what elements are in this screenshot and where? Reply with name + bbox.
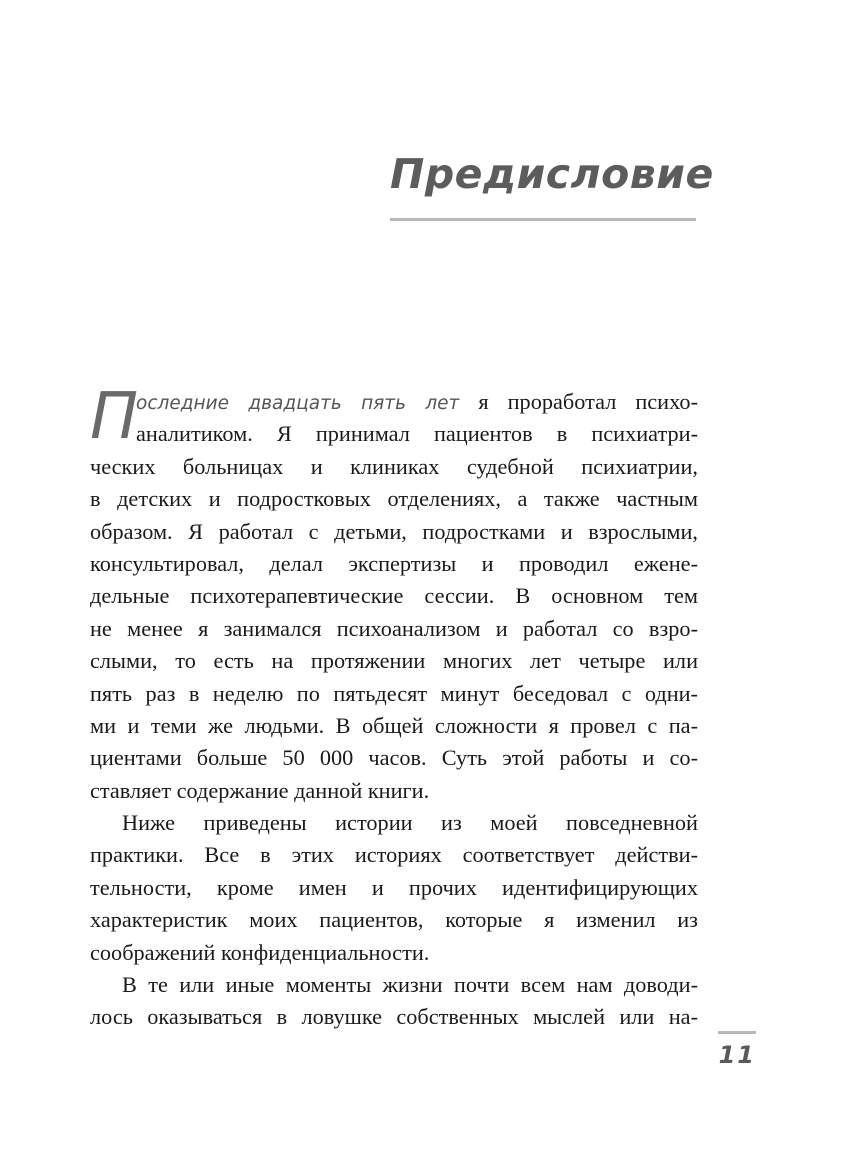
paragraph-line: В те или иные моменты жизни почти всем нам доводи- — [122, 972, 698, 998]
chapter-title: Предисловие — [390, 150, 714, 198]
paragraph-line: ставляет содержание данной книги. — [90, 777, 430, 803]
paragraph-line: образом. Я работал с детьми, подростками и взрослыми, — [90, 518, 698, 544]
paragraph-line: слыми, то есть на протяжении многих лет четыре или — [90, 648, 698, 674]
paragraph-line: циентами больше 50 000 часов. Суть этой работы и со- — [90, 745, 698, 771]
paragraph-line: практики. Все в этих историях соответствует действи- — [90, 842, 698, 868]
paragraph-line: характеристик моих пациентов, которые я изменил из — [90, 907, 698, 933]
paragraph-line: Ниже приведены истории из моей повседневной — [122, 810, 698, 836]
paragraph-line: пять раз в неделю по пятьдесят минут беседовал с одни- — [90, 680, 698, 706]
paragraph-line: тельности, кроме имен и прочих идентифицирующих — [90, 874, 698, 900]
paragraph-line: аналитиком. Я принимал пациентов в психиатри- — [136, 421, 698, 447]
paragraph-line: в детских и подростковых отделениях, а также частным — [90, 486, 698, 512]
line-text: я проработал психо- — [459, 389, 698, 414]
paragraph-line: дельные психотерапевтические сессии. В основном тем — [90, 583, 698, 609]
drop-cap: П — [90, 380, 139, 454]
title-underline — [390, 218, 696, 221]
paragraph-line: ми и теми же людьми. В общей сложности я провел с па- — [90, 712, 698, 738]
paragraph-line: лось оказываться в ловушке собственных мыслей или на- — [90, 1004, 698, 1030]
body-text — [90, 380, 698, 1034]
paragraph-line: ческих больницах и клиниках судебной психиатрии, — [90, 453, 698, 479]
paragraph-line-1 — [90, 386, 698, 418]
page-number-rule — [718, 1031, 756, 1034]
paragraph-line: не менее я занимался психоанализом и работал со взро- — [90, 615, 698, 641]
page-number: 11 — [718, 1041, 756, 1069]
paragraph-line: консультировал, делал экспертизы и проводил еженe- — [90, 550, 698, 576]
paragraph-line: соображений конфиденциальности. — [90, 939, 430, 965]
lead-in-italic: оследние двадцать пять лет — [136, 393, 460, 414]
